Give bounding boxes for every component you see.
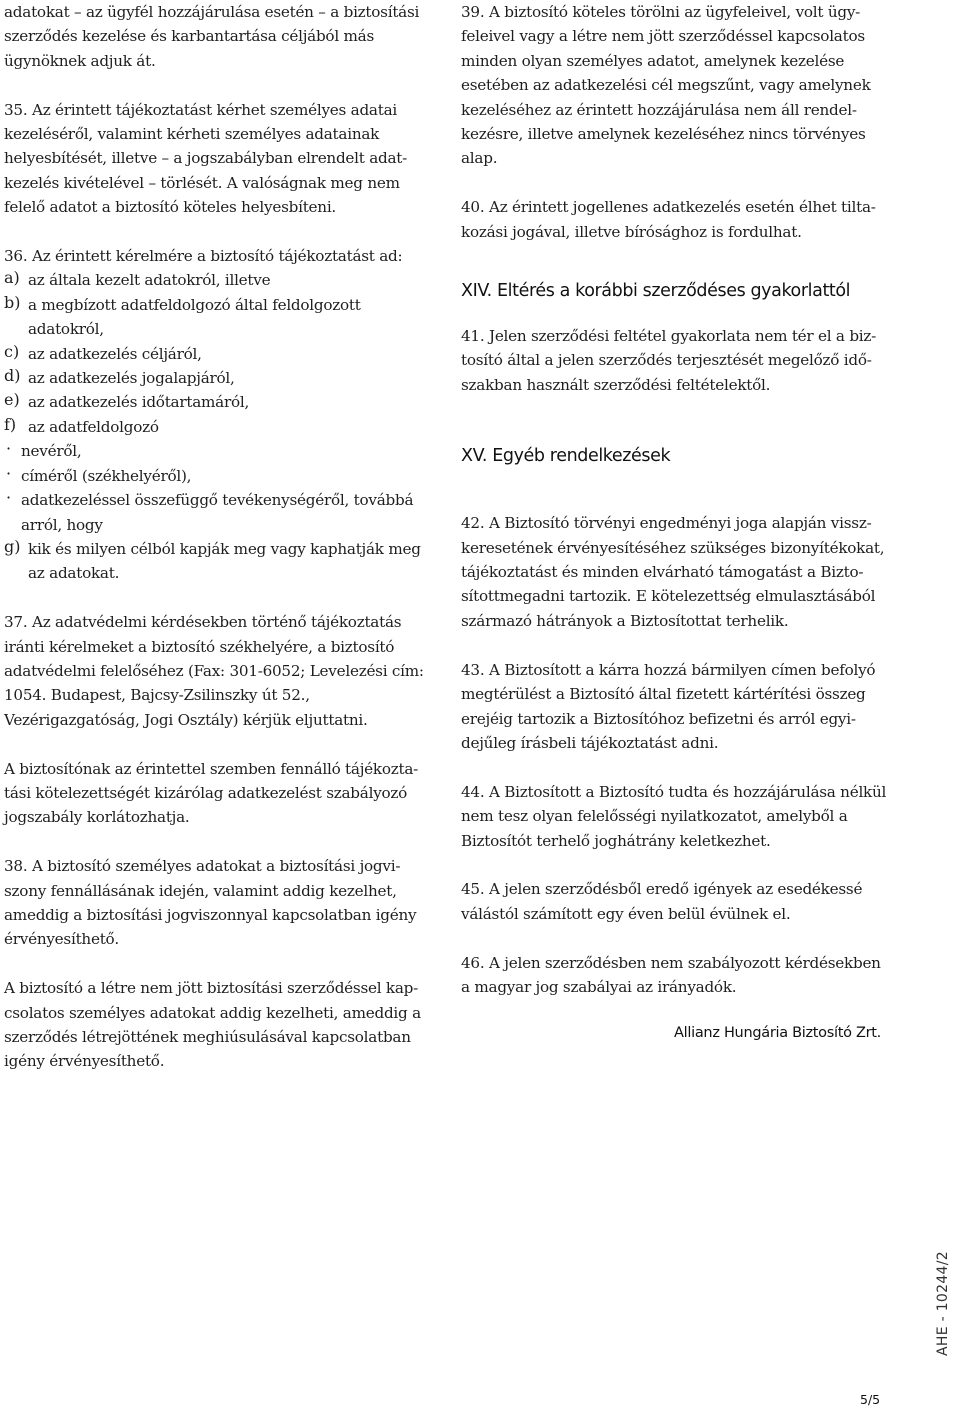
list-item-a: a) az általa kezelt adatokról, illetve (4, 268, 271, 290)
sub-item-address: · címéről (székhelyéről), (6, 463, 192, 485)
paragraph-43: 43. A Biztosított a kárra hozzá bármilyen címen befolyó megtérülést a Biztosító által fizetett kártérítési összeg erejéig tartozik a Biztosítóhoz befizetni és arról egyi- dejűleg írásbeli tájékoztatást adni. (461, 660, 876, 752)
paragraph-44: 44. A Biztosított a Biztosító tudta és hozzájárulása nélkül nem tesz olyan felelősségi nyilatkozatot, amelyből a Biztosítót terhelő joghátrány keletkezhet. (461, 782, 887, 850)
paragraph-37: 37. Az adatvédelmi kérdésekben történő tájékoztatás iránti kérelmeket a biztosító székhelyére, a biztosító adatvédelmi felelőséhez (Fax: 301-6052; Levelezési cím: 1054. Budapest, Bajcsy-Zsilinszky út 52., Vezérigazgatóság, Jogi Osztály) kérjük eljuttatni. (4, 613, 424, 729)
paragraph-45: 45. A jelen szerződésből eredő igények az esedékessé válástól számított egy éven belül évülnek el. (461, 880, 863, 923)
paragraph-38b: A biztosító a létre nem jött biztosítási szerződéssel kap- csolatos személyes adatokat addig kezelheti, ameddig a szerződés létrejöttének meghiúsulásával kapcsolatban igény érvényesíthető. (4, 979, 421, 1071)
paragraph-41: 41. Jelen szerződési feltétel gyakorlata nem tér el a biz- tosító által a jelen szerződés terjesztését megelőző idő- szakban használt szerződési feltételektől. (461, 327, 877, 394)
page-number: 5/5 (860, 1392, 881, 1407)
list-item-d: d) az adatkezelés jogalapjáról, (4, 366, 235, 388)
sub-item-name: · nevéről, (6, 439, 82, 461)
list-item-g: g) kik és milyen célból kapják meg vagy kaphatják meg az adatokat. (4, 536, 421, 583)
list-item-b: b) a megbízott adatfeldolgozó által feldolgozott adatokról, (4, 292, 361, 339)
document-id: AHE - 10244/2 (935, 1251, 951, 1356)
paragraph-36-list (4, 268, 434, 585)
right-column (461, 0, 901, 1041)
paragraph-38: 38. A biztosító személyes adatokat a biztosítási jogvi- szony fennállásának idején, valamint addig kezelhet, ameddig a biztosítási jogviszonnyal kapcsolatban igény érvényesíthető. (4, 857, 417, 949)
paragraph-36-intro: 36. Az érintett kérelmére a biztosító tájékoztatást ad: (4, 247, 403, 266)
company-signature: Allianz Hungária Biztosító Zrt. (674, 1025, 881, 1042)
intro-paragraph: adatokat – az ügyfél hozzájárulása esetén – a biztosítási szerződés kezelése és karbantartása céljából más ügynöknek adjuk át. (4, 3, 420, 70)
list-item-c: c) az adatkezelés céljáról, (4, 341, 202, 363)
left-column (4, 0, 434, 1074)
paragraph-46: 46. A jelen szerződésben nem szabályozott kérdésekben a magyar jog szabályai az irányadók. (461, 953, 881, 996)
paragraph-35: 35. Az érintett tájékoztatást kérhet személyes adatai kezeléséről, valamint kérheti személyes adatainak helyesbítését, illetve – a jogszabályban elrendelt adat- kezelés kivételével – törlését. A valóságnak meg nem felelő adatot a biztosító köteles helyesbíteni. (4, 100, 408, 217)
list-item-e: e) az adatkezelés időtartamáról, (4, 390, 250, 412)
paragraph-42: 42. A Biztosító törvényi engedményi joga alapján vissz- keresetének érvényesítéséhez szükséges bizonyítékokat, tájékoztatást és minden elvárható támogatást a Bizto- sítottmegadni tartozik. E kötelezettség elmulasztásából származó hátrányok a Biztosítottat terhelik. (461, 514, 885, 630)
paragraph-39: 39. A biztosító köteles törölni az ügyfeleivel, volt ügy- feleivel vagy a létre nem jött szerződéssel kapcsolatos minden olyan személyes adatot, amelynek kezelése esetében az adatkezelési cél megszűnt, vagy amelynek kezeléséhez az érintett hozzájárulása nem áll rendel- kezésre, illetve amelynek kezeléséhez nincs törvényes alap. (461, 3, 871, 168)
section-heading-xv: XV. Egyéb rendelkezések (461, 446, 671, 467)
list-item-f: f) az adatfeldolgozó (4, 414, 159, 436)
sub-item-activity: · adatkezeléssel összefüggő tevékenységéről, továbbá arról, hogy (6, 488, 414, 534)
paragraph-40: 40. Az érintett jogellenes adatkezelés esetén élhet tilta- kozási jogával, illetve bírósághoz is fordulhat. (461, 198, 876, 241)
paragraph-37b: A biztosítónak az érintettel szemben fennálló tájékozta- tási kötelezettségét kizárólag adatkezelést szabályozó jogszabály korlátozhatja. (4, 759, 419, 827)
section-heading-xiv: XIV. Eltérés a korábbi szerződéses gyakorlattól (461, 281, 851, 302)
